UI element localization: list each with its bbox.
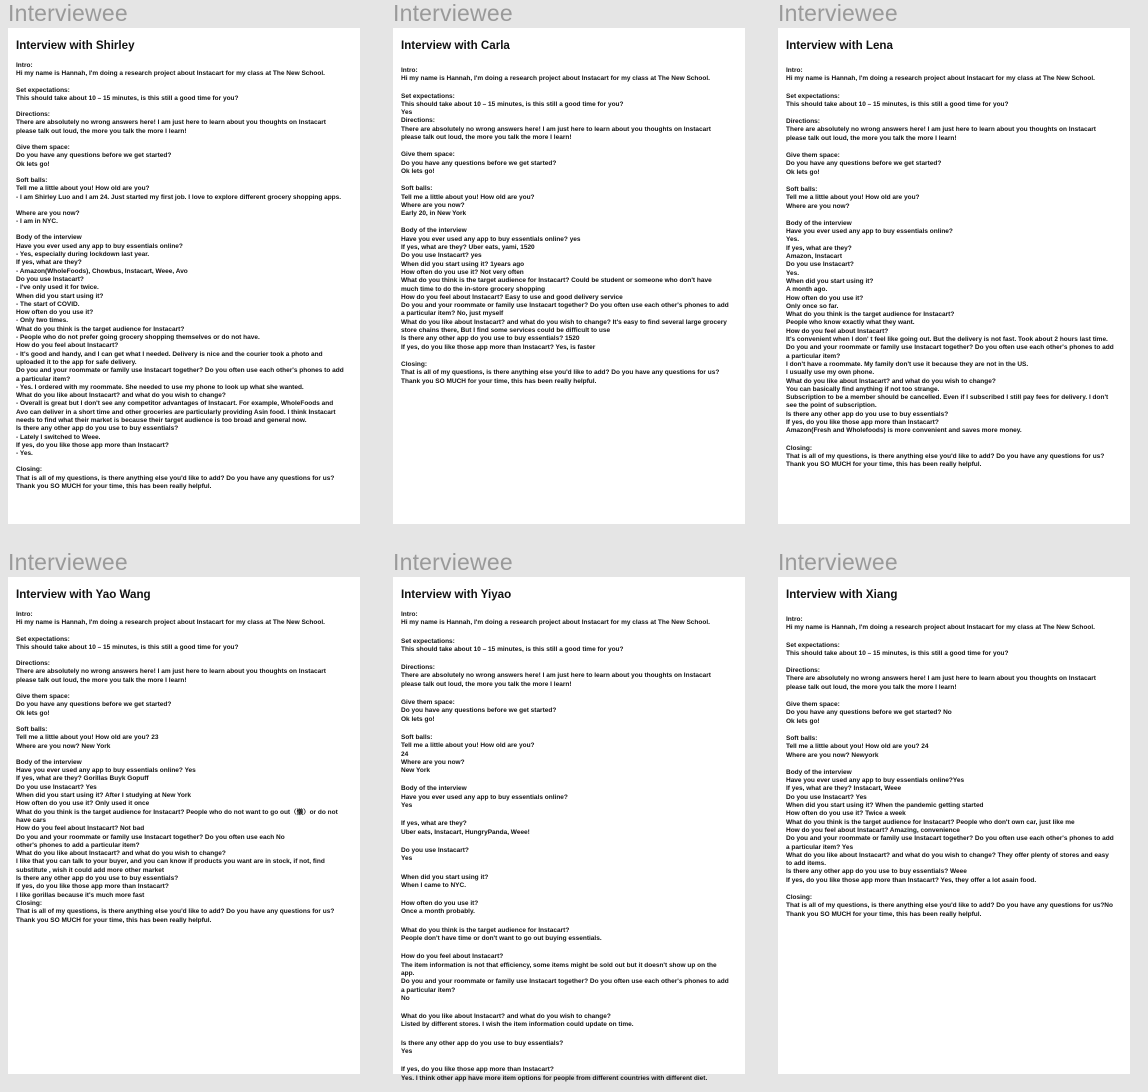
section-line: What do you think is the target audience for Instacart? People who don't own car, just like me bbox=[786, 818, 1075, 826]
interview-section bbox=[786, 642, 1122, 659]
section-heading: Set expectations: bbox=[786, 641, 840, 649]
section-line: Have you ever used any app to buy essentials online? bbox=[16, 242, 183, 250]
section-heading: Directions: bbox=[786, 667, 820, 675]
section-line: If yes, what are they? Gorillas Buyk Gopuff bbox=[16, 775, 149, 783]
interview-section bbox=[401, 638, 737, 655]
section-line: There are absolutely no wrong answers here! I am just here to learn about you thoughts on Instacart bbox=[786, 675, 1096, 683]
section-line: What do you like about Instacart? and what do you wish to change? bbox=[786, 377, 996, 385]
interview-section bbox=[16, 62, 352, 79]
section-line: please talk out loud, the more you talk the more I learn! bbox=[16, 676, 187, 684]
interview-section bbox=[16, 144, 352, 169]
section-heading: Set expectations: bbox=[401, 637, 455, 645]
section-line: Tell me a little about you! How old are you? bbox=[16, 185, 150, 193]
section-line: Yes. I think other app have more item options for people from different countries with different diet. bbox=[401, 1074, 708, 1082]
interview-section bbox=[16, 466, 352, 491]
interview-section bbox=[401, 953, 737, 1003]
section-line: If yes, do you like those app more than Instacart? Yes, is faster bbox=[401, 343, 596, 351]
interview-section bbox=[786, 445, 1122, 470]
section-line: substitute , wish it could add more other market bbox=[16, 866, 165, 874]
section-line: I don't have a roommate. My family don't use it because they are not in the US. bbox=[786, 360, 1029, 368]
interview-section bbox=[401, 699, 737, 724]
section-heading: What do you think is the target audience for Instacart? bbox=[401, 926, 570, 934]
frame-label[interactable]: Interviewee bbox=[393, 549, 513, 575]
section-line: Hi my name is Hannah, I'm doing a research project about Instacart for my class at The New School. bbox=[786, 75, 1095, 83]
section-line: The item information is not that efficiency, some items might be sold out but it doesn't show up on the bbox=[401, 961, 717, 969]
interview-card bbox=[393, 28, 745, 524]
section-line: Do you and your roommate or family use Instacart together? Do you often use each No bbox=[16, 833, 285, 841]
section-line: Tell me a little about you! How old are you? 24 bbox=[786, 743, 929, 751]
section-heading: Is there any other app do you use to buy essentials? bbox=[401, 1039, 564, 1047]
section-heading: Soft balls: bbox=[401, 185, 433, 193]
section-line: Do you use Instacart? bbox=[16, 275, 84, 283]
interview-section bbox=[401, 67, 737, 84]
section-heading: How often do you use it? bbox=[401, 900, 479, 908]
section-heading: Closing: bbox=[401, 360, 427, 368]
section-line: What do you think is the target audience for Instacart? Could be student or someone who don't have bbox=[401, 277, 712, 285]
interview-section bbox=[16, 177, 352, 202]
section-line: What do you think is the target audience for Instacart? bbox=[786, 311, 955, 319]
section-heading: If yes, what are they? bbox=[401, 820, 467, 828]
section-line: Ok lets go! bbox=[401, 715, 435, 723]
section-line: Do you have any questions before we get started? bbox=[401, 707, 557, 715]
section-heading: Soft balls: bbox=[401, 733, 433, 741]
section-heading: Set expectations: bbox=[401, 92, 455, 100]
section-heading: Intro: bbox=[16, 62, 33, 69]
section-line: That is all of my questions, is there anything else you'd like to add? Do you have any questions for us? bbox=[16, 908, 335, 916]
interview-section bbox=[786, 152, 1122, 177]
interview-section bbox=[786, 701, 1122, 726]
section-line: Do you and your roommate or family use Instacart together? Do you often use each other's phones to add bbox=[401, 302, 729, 310]
section-line: Hi my name is Hannah, I'm doing a research project about Instacart for my class at The New School. bbox=[786, 624, 1095, 632]
interview-section bbox=[16, 611, 352, 628]
section-line: Where are you now? Newyork bbox=[786, 751, 879, 759]
interview-card bbox=[8, 577, 360, 1074]
interview-card bbox=[778, 28, 1130, 524]
section-line: If yes, what are they? Uber eats, yami, 1520 bbox=[401, 244, 535, 252]
section-line: Is there any other app do you use to buy essentials? bbox=[16, 875, 179, 883]
section-line: Subscription to be a member should be cancelled. Even if I subscribed I still pay fees for delivery. I don't bbox=[786, 394, 1109, 402]
section-line: I usually use my own phone. bbox=[786, 369, 875, 377]
section-line: Hi my name is Hannah, I'm doing a research project about Instacart for my class at The New School. bbox=[401, 75, 710, 83]
section-line: a particular item? bbox=[786, 352, 841, 360]
section-line: a particular item? bbox=[16, 375, 71, 383]
section-line: Where are you now? bbox=[786, 202, 850, 210]
section-heading: How do you feel about Instacart? bbox=[401, 953, 504, 961]
section-line: How do you feel about Instacart? bbox=[786, 327, 889, 335]
section-line: needs to find what their market is because their target audience is too broad and general now. bbox=[16, 416, 307, 424]
section-line: How often do you use it? Only used it once bbox=[16, 800, 150, 808]
section-line: - I've only used it for twice. bbox=[16, 284, 99, 292]
section-line: please talk out loud, the more you talk the more I learn! bbox=[16, 127, 187, 135]
section-line: Yes bbox=[401, 109, 413, 117]
interview-section bbox=[401, 1013, 737, 1030]
interview-section bbox=[786, 667, 1122, 692]
section-line: If yes, do you like those app more than Instacart? bbox=[16, 883, 169, 891]
section-line: There are absolutely no wrong answers here! I am just here to learn about you thoughts on Instacart bbox=[401, 125, 711, 133]
section-line: Ok lets go! bbox=[401, 167, 435, 175]
section-line: How do you feel about Instacart? Not bad bbox=[16, 825, 145, 833]
section-line: Amazon, Instacart bbox=[786, 253, 842, 261]
section-line: - People who do not prefer going grocery shopping themselves or do not have. bbox=[16, 334, 260, 342]
interview-section bbox=[16, 759, 352, 925]
section-line: When did you start using it? bbox=[786, 277, 874, 285]
frame-label[interactable]: Interviewee bbox=[393, 0, 513, 26]
card-title: Interview with Yiyao bbox=[401, 588, 512, 601]
section-heading: What do you like about Instacart? and what do you wish to change? bbox=[401, 1013, 611, 1021]
interview-card bbox=[8, 28, 360, 524]
section-line: please talk out loud, the more you talk the more I learn! bbox=[786, 134, 957, 142]
interview-section bbox=[16, 726, 352, 751]
section-line: What do you think is the target audience for Instacart? bbox=[16, 325, 185, 333]
section-line: When did you start using it? 1years ago bbox=[401, 260, 525, 268]
section-line: Thank you SO MUCH for your time, this has been really helpful. bbox=[401, 377, 597, 385]
interview-card bbox=[393, 577, 745, 1082]
section-line: How do you feel about Instacart? Easy to use and good delivery service bbox=[401, 293, 623, 301]
section-line: You can basically find anything if not too strange. bbox=[786, 385, 940, 393]
interview-section bbox=[401, 227, 737, 351]
section-line: store chains there, But I find some services could be difficult to use bbox=[401, 327, 611, 335]
section-line: New York bbox=[401, 767, 431, 775]
section-heading: Soft balls: bbox=[786, 185, 818, 193]
interview-section bbox=[16, 111, 352, 136]
section-heading: Intro: bbox=[401, 67, 418, 74]
section-line: Where are you now? bbox=[401, 201, 465, 209]
interview-section bbox=[401, 151, 737, 176]
section-heading: Give them space: bbox=[401, 151, 455, 159]
interview-section bbox=[786, 894, 1122, 919]
section-line: How often do you use it? Not very often bbox=[401, 268, 524, 276]
section-line: Yes bbox=[401, 802, 413, 810]
frame-label[interactable]: Interviewee bbox=[8, 549, 128, 575]
section-line: If yes, do you like those app more than Instacart? Yes, they offer a lot asain food. bbox=[786, 876, 1037, 884]
section-heading: Closing: bbox=[16, 466, 42, 474]
interview-section bbox=[401, 93, 737, 143]
section-heading: Body of the interview bbox=[401, 227, 467, 235]
section-heading: Directions: bbox=[786, 118, 820, 126]
section-line: Is there any other app do you use to buy essentials? bbox=[16, 425, 179, 433]
interview-section bbox=[401, 1066, 737, 1083]
interview-section bbox=[401, 664, 737, 689]
section-line: Amazon(Fresh and Wholefoods) is more convenient and saves more money. bbox=[786, 427, 1022, 435]
section-heading: Intro: bbox=[786, 616, 803, 623]
section-line: That is all of my questions, is there anything else you'd like to add? Do you have any questions for us? bbox=[786, 452, 1105, 460]
section-line: Do you use Instacart? Yes bbox=[16, 783, 97, 791]
section-line: Do you have any questions before we get started? bbox=[401, 159, 557, 167]
interview-section bbox=[401, 900, 737, 917]
section-line: Is there any other app do you use to buy essentials? 1520 bbox=[401, 335, 580, 343]
section-heading: When did you start using it? bbox=[401, 873, 489, 881]
section-line: Do you and your roommate or family use Instacart together? Do you often use each other's phones to add bbox=[16, 367, 344, 375]
section-line: People who know exactly what they want. bbox=[786, 319, 915, 327]
interview-section bbox=[401, 185, 737, 218]
section-line: Where are you now? New York bbox=[16, 742, 111, 750]
section-line: This should take about 10 – 15 minutes, is this still a good time for you? bbox=[401, 100, 624, 108]
section-heading: Set expectations: bbox=[16, 86, 70, 94]
interview-section bbox=[401, 611, 737, 628]
card-title: Interview with Carla bbox=[401, 39, 510, 52]
section-line: People don't have time or don't want to go out buying essentials. bbox=[401, 935, 602, 943]
section-line: Once a month probably. bbox=[401, 908, 475, 916]
section-line: - I am Shirley Luo and I am 24. Just started my first job. I love to explore different grocery shopping apps. bbox=[16, 193, 342, 201]
section-line: Yes bbox=[401, 1047, 413, 1055]
section-line: This should take about 10 – 15 minutes, is this still a good time for you? bbox=[786, 649, 1009, 657]
section-line: That is all of my questions, is there anything else you'd like to add? Do you have any questions for us? bbox=[16, 474, 335, 482]
section-line: When did you start using it? When the pandemic getting started bbox=[786, 802, 984, 810]
section-line: There are absolutely no wrong answers here! I am just here to learn about you thoughts on Instacart bbox=[786, 126, 1096, 134]
frame-label[interactable]: Interviewee bbox=[8, 0, 128, 26]
section-line: uploaded it to the app for safe delivery. bbox=[16, 358, 137, 366]
section-line: It's convenient when I don' t feel like going out. But the delivery is not fast. Took about 2 hours last time. bbox=[786, 336, 1108, 344]
section-heading: Where are you now? bbox=[16, 209, 80, 217]
section-line: Do you use Instacart? bbox=[786, 261, 854, 269]
section-line: Thank you SO MUCH for your time, this has been really helpful. bbox=[16, 483, 212, 491]
section-line: Ok lets go! bbox=[786, 168, 820, 176]
section-line: What do you like about Instacart? and what do you wish to change? bbox=[16, 392, 226, 400]
section-line: What do you like about Instacart? and what do you wish to change? It's easy to find several large grocery bbox=[401, 318, 727, 326]
section-line: That is all of my questions, is there anything else you'd like to add? Do you have any questions for us? bbox=[401, 369, 720, 377]
section-line: How often do you use it? bbox=[16, 309, 94, 317]
section-line: Is there any other app do you use to buy essentials? Weee bbox=[786, 868, 967, 876]
section-line: - Amazon(WholeFoods), Chowbus, Instacart, Weee, Avo bbox=[16, 267, 188, 275]
section-line: Do you have any questions before we get started? bbox=[16, 152, 172, 160]
section-heading: Set expectations: bbox=[16, 635, 70, 643]
section-line: How do you feel about Instacart? bbox=[16, 342, 119, 350]
section-line: Hi my name is Hannah, I'm doing a research project about Instacart for my class at The New School. bbox=[16, 70, 325, 78]
section-line: - Yes. bbox=[16, 450, 33, 458]
section-line: This should take about 10 – 15 minutes, is this still a good time for you? bbox=[16, 94, 239, 102]
section-line: Do you use Instacart? yes bbox=[401, 252, 482, 260]
section-line: When did you start using it? bbox=[16, 292, 104, 300]
section-heading: Body of the interview bbox=[786, 219, 852, 227]
section-line: - Yes. I ordered with my roommate. She needed to use my phone to look up what she wanted. bbox=[16, 383, 304, 391]
section-line: Tell me a little about you! How old are you? bbox=[401, 742, 535, 750]
section-line: How often do you use it? bbox=[786, 294, 864, 302]
section-line: much time to do the in-store grocery shopping bbox=[401, 285, 546, 293]
section-line: - The start of COVID. bbox=[16, 300, 80, 308]
section-line: There are absolutely no wrong answers here! I am just here to learn about you thoughts on Instacart bbox=[16, 668, 326, 676]
interview-section bbox=[786, 186, 1122, 211]
section-heading: Closing: bbox=[786, 894, 812, 902]
section-line: please talk out loud, the more you talk the more I learn! bbox=[401, 680, 572, 688]
section-line: Ok lets go! bbox=[16, 160, 50, 168]
section-line: - Lately I switched to Weee. bbox=[16, 433, 101, 441]
section-line: to add items. bbox=[786, 860, 827, 868]
section-line: Have you ever used any app to buy essentials online? bbox=[786, 228, 953, 236]
section-line: - It's good and handy, and I can get what I needed. Delivery is nice and the courier took a photo and bbox=[16, 350, 323, 358]
section-line: No bbox=[401, 994, 410, 1002]
section-heading: Give them space: bbox=[401, 699, 455, 707]
section-line: Thank you SO MUCH for your time, this has been really helpful. bbox=[786, 461, 982, 469]
section-heading: Directions: bbox=[401, 664, 435, 672]
interview-card bbox=[778, 577, 1130, 1074]
section-line: What do you like about Instacart? and what do you wish to change? bbox=[16, 850, 226, 858]
section-line: Ok lets go! bbox=[16, 709, 50, 717]
card-title: Interview with Yao Wang bbox=[16, 588, 151, 601]
section-line: - Overall is great but I don't see any competitor advantages of Instacart. For example, WholeFoods and bbox=[16, 400, 334, 408]
section-line: How often do you use it? Twice a week bbox=[786, 810, 906, 818]
section-line: If yes, do you like those app more than Instacart? bbox=[16, 441, 169, 449]
section-heading: Body of the interview bbox=[786, 768, 852, 776]
section-line: What do you like about Instacart? and what do you wish to change? They offer plenty of stores and easy bbox=[786, 851, 1109, 859]
interview-section bbox=[401, 927, 737, 944]
interview-section bbox=[786, 67, 1122, 84]
section-line: If yes, what are they? bbox=[786, 244, 852, 252]
section-line: app. bbox=[401, 969, 415, 977]
section-line: Yes. bbox=[786, 236, 800, 244]
section-heading: Closing: bbox=[786, 444, 812, 452]
interview-section bbox=[786, 93, 1122, 110]
interview-section bbox=[401, 874, 737, 891]
section-line: Yes. bbox=[786, 269, 800, 277]
section-line: Hi my name is Hannah, I'm doing a research project about Instacart for my class at The New School. bbox=[401, 619, 710, 627]
section-line: If yes, do you like those app more than Instacart? bbox=[786, 418, 939, 426]
interview-section bbox=[786, 118, 1122, 143]
section-line: Avo can deliver in a short time and other groceries are particularly providing Asin food. I think Instacart bbox=[16, 408, 336, 416]
section-line: Thank you SO MUCH for your time, this has been really helpful. bbox=[16, 916, 212, 924]
section-heading: Set expectations: bbox=[786, 92, 840, 100]
section-heading: Do you use Instacart? bbox=[401, 846, 469, 854]
section-line: a particular item? Yes bbox=[786, 843, 854, 851]
section-line: Tell me a little about you! How old are you? 23 bbox=[16, 734, 159, 742]
section-line: Listed by different stores. I wish the item information could update on time. bbox=[401, 1021, 634, 1029]
section-line: Closing: bbox=[16, 899, 42, 907]
frame-label[interactable]: Interviewee bbox=[778, 0, 898, 26]
section-line: Thank you SO MUCH for your time, this has been really helpful. bbox=[786, 910, 982, 918]
card-title: Interview with Shirley bbox=[16, 39, 135, 52]
section-line: This should take about 10 – 15 minutes, is this still a good time for you? bbox=[401, 645, 624, 653]
section-line: Have you ever used any app to buy essentials online? Yes bbox=[16, 767, 196, 775]
section-line: Tell me a little about you! How old are you? bbox=[401, 193, 535, 201]
section-line: have cars bbox=[16, 816, 46, 824]
section-line: When I came to NYC. bbox=[401, 881, 467, 889]
section-line: - I am in NYC. bbox=[16, 218, 58, 226]
interview-section bbox=[786, 769, 1122, 885]
section-heading: Body of the interview bbox=[16, 234, 82, 242]
section-line: a particular item? bbox=[401, 986, 456, 994]
section-line: Early 20, in New York bbox=[401, 210, 467, 218]
section-heading: Intro: bbox=[16, 611, 33, 618]
section-line: see the point of subscription. bbox=[786, 402, 877, 410]
section-line: Ok lets go! bbox=[786, 717, 820, 725]
section-line: Directions: bbox=[401, 117, 435, 125]
section-line: There are absolutely no wrong answers here! I am just here to learn about you thoughts on Instacart bbox=[16, 119, 326, 127]
interview-section bbox=[786, 220, 1122, 436]
section-line: I like gorillas because it's much more fast bbox=[16, 891, 145, 899]
interview-section bbox=[16, 234, 352, 458]
section-line: please talk out loud, the more you talk the more I learn! bbox=[786, 683, 957, 691]
section-line: Is there any other app do you use to buy essentials? bbox=[786, 410, 949, 418]
frame-label[interactable]: Interviewee bbox=[778, 549, 898, 575]
section-heading: Intro: bbox=[786, 67, 803, 74]
interview-section bbox=[786, 616, 1122, 633]
section-line: If yes, what are they? Instacart, Weee bbox=[786, 785, 902, 793]
section-heading: Give them space: bbox=[16, 144, 70, 152]
section-line: other's phones to add a particular item? bbox=[16, 841, 140, 849]
section-line: Tell me a little about you! How old are you? bbox=[786, 194, 920, 202]
section-heading: Body of the interview bbox=[16, 758, 82, 766]
section-heading: Give them space: bbox=[786, 701, 840, 709]
section-line: 24 bbox=[401, 750, 409, 758]
section-line: Only once so far. bbox=[786, 302, 839, 310]
section-heading: Give them space: bbox=[786, 152, 840, 160]
section-line: Do you have any questions before we get started? bbox=[786, 160, 942, 168]
interview-section bbox=[16, 693, 352, 718]
section-line: Do you have any questions before we get started? No bbox=[786, 709, 952, 717]
card-title: Interview with Lena bbox=[786, 39, 893, 52]
section-line: That is all of my questions, is there anything else you'd like to add? Do you have any questions for us?No bbox=[786, 902, 1113, 910]
section-heading: Soft balls: bbox=[786, 734, 818, 742]
section-heading: Soft balls: bbox=[16, 176, 48, 184]
section-line: Yes bbox=[401, 855, 413, 863]
interview-section bbox=[16, 660, 352, 685]
interview-section bbox=[16, 210, 352, 227]
interview-section bbox=[401, 847, 737, 864]
section-line: A month ago. bbox=[786, 286, 828, 294]
section-line: - Yes, especially during lockdown last year. bbox=[16, 251, 150, 259]
section-line: When did you start using it? After I studying at New York bbox=[16, 792, 192, 800]
interview-section bbox=[16, 636, 352, 653]
interview-section bbox=[401, 1040, 737, 1057]
section-line: This should take about 10 – 15 minutes, is this still a good time for you? bbox=[16, 643, 239, 651]
interview-section bbox=[401, 361, 737, 386]
section-line: - Only two times. bbox=[16, 317, 69, 325]
section-line: Do you use Instacart? Yes bbox=[786, 793, 867, 801]
interview-section bbox=[16, 87, 352, 104]
interview-section bbox=[786, 735, 1122, 760]
section-heading: Intro: bbox=[401, 611, 418, 618]
section-line: Do you and your roommate or family use Instacart together? Do you often use each other's phones to add bbox=[401, 978, 729, 986]
section-line: please talk out loud, the more you talk the more I learn! bbox=[401, 134, 572, 142]
section-line: Uber eats, Instacart, HungryPanda, Weee! bbox=[401, 828, 530, 836]
section-heading: If yes, do you like those app more than Instacart? bbox=[401, 1066, 554, 1074]
interview-section bbox=[401, 820, 737, 837]
section-line: This should take about 10 – 15 minutes, is this still a good time for you? bbox=[786, 100, 1009, 108]
section-heading: Give them space: bbox=[16, 693, 70, 701]
card-title: Interview with Xiang bbox=[786, 588, 898, 601]
section-line: If yes, what are they? bbox=[16, 259, 82, 267]
interview-section bbox=[401, 785, 737, 810]
section-heading: Body of the interview bbox=[401, 785, 467, 793]
section-line: Do you and your roommate or family use Instacart together? Do you often use each other's phones to add bbox=[786, 835, 1114, 843]
section-line: Have you ever used any app to buy essentials online? yes bbox=[401, 235, 581, 243]
section-line: Do you have any questions before we get started? bbox=[16, 701, 172, 709]
section-line: How do you feel about Instacart? Amazing, convenience bbox=[786, 826, 960, 834]
section-line: Do you and your roommate or family use Instacart together? Do you often use each other's phones to add bbox=[786, 344, 1114, 352]
section-heading: Directions: bbox=[16, 111, 50, 119]
section-line: Have you ever used any app to buy essentials online?Yes bbox=[786, 777, 965, 785]
section-line: Where are you now? bbox=[401, 758, 465, 766]
section-heading: Soft balls: bbox=[16, 725, 48, 733]
section-line: What do you think is the target audience for Instacart? People who do not want to go out（懒）or do not bbox=[16, 808, 338, 816]
section-heading: Directions: bbox=[16, 660, 50, 668]
section-line: Have you ever used any app to buy essentials online? bbox=[401, 793, 568, 801]
section-line: There are absolutely no wrong answers here! I am just here to learn about you thoughts on Instacart bbox=[401, 672, 711, 680]
section-line: I like that you can talk to your buyer, and you can know if products you want are in stock, if not, find bbox=[16, 858, 325, 866]
interview-section bbox=[401, 734, 737, 775]
section-line: a particular item? No, just myself bbox=[401, 310, 504, 318]
section-line: Hi my name is Hannah, I'm doing a research project about Instacart for my class at The New School. bbox=[16, 619, 325, 627]
